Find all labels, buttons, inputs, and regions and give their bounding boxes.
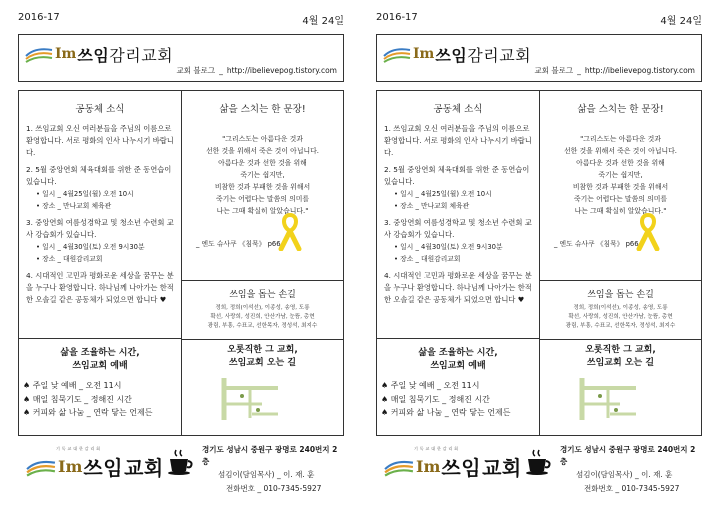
community-news-box xyxy=(377,91,540,339)
yellow-ribbon-icon xyxy=(277,211,303,251)
address: 경기도 성남시 중원구 광명로 240번지 2층 xyxy=(202,445,338,466)
church-logo xyxy=(383,43,531,65)
pastor: 섬김이(담임목사) _ 이. 재. 훈 xyxy=(218,470,315,479)
blog-url[interactable]: http://ibelievepog.tistory.com xyxy=(226,66,337,75)
footer xyxy=(376,440,702,500)
header-box xyxy=(18,34,344,82)
denomination-label: 기 독 교 대 한 감 리 회 xyxy=(56,446,101,451)
worship-item: ♠ 주일 낮 예배 _ 오전 11시 xyxy=(381,381,480,390)
news-item xyxy=(26,217,174,265)
yellow-ribbon-icon xyxy=(635,211,661,251)
quote-title: 삶을 스치는 한 문장! xyxy=(219,104,306,115)
community-news-box xyxy=(19,91,182,339)
directions-box xyxy=(540,339,701,435)
swoosh-icon xyxy=(25,45,53,63)
content-grid xyxy=(18,90,344,436)
logo-im: Im xyxy=(55,46,77,62)
helpers-box xyxy=(540,281,701,339)
news-item xyxy=(384,164,532,212)
helpers-title: 쓰임을 돕는 손길 xyxy=(587,290,654,300)
church-name-bold: 쓰임 xyxy=(435,45,468,65)
news-item xyxy=(384,217,532,265)
news-item-detail: • 장소 _ 만나교회 체육관 xyxy=(394,202,470,210)
address: 경기도 성남시 중원구 광명로 240번지 2층 xyxy=(560,445,696,466)
quote-text xyxy=(188,133,337,217)
directions-map xyxy=(570,374,640,424)
worship-list xyxy=(23,379,177,420)
helpers-line: 광림, 부흥, 수표교, 선한목자, 정성석, 최지수 xyxy=(207,323,318,329)
footer-church-name: 쓰임 xyxy=(441,456,482,480)
news-item-text: 1. 쓰임교회 오신 여러분들을 주님의 이름으로 환영합니다. 서로 평화의 인사 나누시기 바랍니다. xyxy=(384,124,532,157)
worship-item: ♠ 매일 침묵기도 _ 정해진 시간 xyxy=(23,394,132,404)
helpers-names xyxy=(546,304,695,331)
swoosh-icon xyxy=(384,456,414,478)
footer-church-suffix: 교회 xyxy=(482,456,522,480)
bulletin-page-right xyxy=(366,0,712,508)
helpers-line: 확선, 사랑희, 성진희, 안산가남, 눈뜸, 총현 xyxy=(210,314,315,320)
news-item xyxy=(384,123,532,159)
church-name-rest: 감리교회 xyxy=(109,45,174,65)
worship-item: ♠ 주일 낮 예배 _ 오전 11시 xyxy=(23,381,122,390)
directions-map xyxy=(212,374,282,424)
blog-label: 교회 블로그 xyxy=(534,66,574,75)
footer-logo xyxy=(384,446,522,481)
directions-title: 오롯직한 그 교회, xyxy=(227,345,298,355)
news-list xyxy=(26,123,174,306)
bulletin-page-left xyxy=(8,0,354,508)
quote-line: 나는 그때 확실히 알았습니다." xyxy=(216,207,309,215)
blog-line: 교회 블로그 _ http://ibelievepog.tistory.com xyxy=(534,66,695,75)
blog-label: 교회 블로그 xyxy=(176,66,216,75)
news-title: 공동체 소식 xyxy=(433,104,483,115)
content-grid xyxy=(376,90,702,436)
quote-box xyxy=(182,91,343,281)
news-item xyxy=(26,164,174,212)
swoosh-icon xyxy=(383,45,411,63)
news-item-detail: • 일시 _ 4월25일(월) 오전 10시 xyxy=(394,190,492,198)
church-name xyxy=(435,43,531,66)
helpers-line: 정희, 정희(이석선), 이종성, 송영, 도롱 xyxy=(215,305,310,311)
date-label: 4월 24일 xyxy=(660,16,702,27)
quote-source: _ 엔도 슈사쿠 《침묵》 p66 xyxy=(554,240,639,248)
quote-line: 비참한 것과 부패한 것을 위해서 xyxy=(572,183,669,191)
quote-box xyxy=(540,91,701,281)
news-item-text: 1. 쓰임교회 오신 여러분들을 주님의 이름으로 환영합니다. 서로 평화의 인사 나누시기 바랍니다. xyxy=(26,124,174,157)
news-item-detail: • 장소 _ 만나교회 체육관 xyxy=(36,202,112,210)
news-item-text: 3. 중앙연회 여름성경학교 및 청소년 수련회 교사 강습회가 있습니다. xyxy=(26,218,174,239)
directions-box xyxy=(182,339,343,435)
blog-line: 교회 블로그 _ http://ibelievepog.tistory.com xyxy=(176,66,337,75)
news-item-text: 2. 5월 중앙연회 체육대회를 위한 준 동연습이 있습니다. xyxy=(26,165,172,186)
coffee-cup-icon xyxy=(166,448,194,476)
helpers-box xyxy=(182,281,343,339)
news-item-detail: • 장소 _ 대원감리교회 xyxy=(394,255,461,263)
worship-subtitle: 쓰임교회 예배 xyxy=(430,361,486,371)
quote-line: 선한 것을 위해서 죽은 것이 아닙니다. xyxy=(564,147,677,155)
news-item-detail: • 일시 _ 4월30일(토) 오전 9시30분 xyxy=(394,243,503,251)
phone: 전화번호 _ 010-7345-5927 xyxy=(584,484,680,493)
quote-line: 선한 것을 위해서 죽은 것이 아닙니다. xyxy=(206,147,319,155)
worship-item: ♠ 커피와 삶 나눔 _ 연락 닿는 언제든 xyxy=(381,408,511,417)
church-name-bold: 쓰임 xyxy=(77,45,110,65)
church-name xyxy=(77,43,173,66)
quote-text xyxy=(546,133,695,217)
church-logo xyxy=(25,43,173,65)
quote-line: 죽기는 쉽지만, xyxy=(240,171,285,179)
swoosh-icon xyxy=(26,456,56,478)
year-label: 2016-17 xyxy=(18,12,60,23)
coffee-cup-icon xyxy=(524,448,552,476)
logo-im: Im xyxy=(413,46,435,62)
top-bar xyxy=(376,12,702,26)
worship-title: 삶을 조율하는 시간, xyxy=(60,348,140,358)
header-box xyxy=(376,34,702,82)
directions-subtitle: 쓰임교회 오는 길 xyxy=(586,358,655,368)
news-list xyxy=(384,123,532,306)
news-item-text: 4. 시대적인 고민과 평화로운 세상을 꿈꾸는 분을 누구나 환영합니다. 하나님께 나아가는 한적한 오솔길 같은 공동체가 되었으면 합니다 ♥ xyxy=(384,271,532,304)
top-bar xyxy=(18,12,344,26)
news-item-text: 2. 5월 중앙연회 체육대회를 위한 준 동연습이 있습니다. xyxy=(384,165,530,186)
denomination-label: 기 독 교 대 한 감 리 회 xyxy=(414,446,459,451)
worship-list xyxy=(381,379,535,420)
phone: 전화번호 _ 010-7345-5927 xyxy=(226,484,322,493)
news-item-text: 3. 중앙연회 여름성경학교 및 청소년 수련회 교사 강습회가 있습니다. xyxy=(384,218,532,239)
worship-box xyxy=(377,339,540,435)
quote-line: 죽기는 어렵다는 말씀의 의미를 xyxy=(573,195,668,203)
quote-line: 아름다운 것과 선한 것을 위해 xyxy=(576,159,665,167)
quote-title: 삶을 스치는 한 문장! xyxy=(577,104,664,115)
news-item xyxy=(384,270,532,306)
quote-line: 죽기는 쉽지만, xyxy=(598,171,643,179)
footer xyxy=(18,440,344,500)
news-title: 공동체 소식 xyxy=(75,104,125,115)
quote-line: 비참한 것과 부패한 것을 위해서 xyxy=(214,183,311,191)
logo-im: Im xyxy=(58,457,83,476)
contact-info xyxy=(202,444,342,496)
worship-subtitle: 쓰임교회 예배 xyxy=(72,361,128,371)
worship-item: ♠ 매일 침묵기도 _ 정해진 시간 xyxy=(381,394,490,404)
worship-item: ♠ 커피와 삶 나눔 _ 연락 닿는 언제든 xyxy=(23,408,153,417)
year-label: 2016-17 xyxy=(376,12,418,23)
quote-source: _ 엔도 슈사쿠 《침묵》 p66 xyxy=(196,240,281,248)
quote-line: "그리스도는 아름다운 것과 xyxy=(222,135,303,143)
quote-line: "그리스도는 아름다운 것과 xyxy=(580,135,661,143)
pastor: 섬김이(담임목사) _ 이. 재. 훈 xyxy=(576,470,673,479)
quote-line: 나는 그때 확실히 알았습니다." xyxy=(574,207,667,215)
logo-im: Im xyxy=(416,457,441,476)
news-item xyxy=(26,123,174,159)
footer-church-name: 쓰임 xyxy=(83,456,124,480)
date-label: 4월 24일 xyxy=(302,16,344,27)
helpers-names xyxy=(188,304,337,331)
worship-box xyxy=(19,339,182,435)
directions-subtitle: 쓰임교회 오는 길 xyxy=(228,358,297,368)
church-name-rest: 감리교회 xyxy=(467,45,532,65)
news-item-text: 4. 시대적인 고민과 평화로운 세상을 꿈꾸는 분을 누구나 환영합니다. 하나님께 나아가는 한적한 오솔길 같은 공동체가 되었으면 합니다 ♥ xyxy=(26,271,174,304)
news-item-detail: • 일시 _ 4월25일(월) 오전 10시 xyxy=(36,190,134,198)
helpers-line: 확선, 사랑희, 성진희, 안산가남, 눈뜸, 총현 xyxy=(568,314,673,320)
quote-line: 죽기는 어렵다는 말씀의 의미를 xyxy=(215,195,310,203)
quote-line: 아름다운 것과 선한 것을 위해 xyxy=(218,159,307,167)
news-item xyxy=(26,270,174,306)
contact-info xyxy=(560,444,700,496)
blog-url[interactable]: http://ibelievepog.tistory.com xyxy=(584,66,695,75)
footer-logo xyxy=(26,446,164,481)
helpers-line: 정희, 정희(이석선), 이종성, 송영, 도롱 xyxy=(573,305,668,311)
news-item-detail: • 장소 _ 대원감리교회 xyxy=(36,255,103,263)
helpers-line: 광림, 부흥, 수표교, 선한목자, 정성석, 최지수 xyxy=(565,323,676,329)
helpers-title: 쓰임을 돕는 손길 xyxy=(229,290,296,300)
worship-title: 삶을 조율하는 시간, xyxy=(418,348,498,358)
news-item-detail: • 일시 _ 4월30일(토) 오전 9시30분 xyxy=(36,243,145,251)
footer-church-suffix: 교회 xyxy=(124,456,164,480)
directions-title: 오롯직한 그 교회, xyxy=(585,345,656,355)
